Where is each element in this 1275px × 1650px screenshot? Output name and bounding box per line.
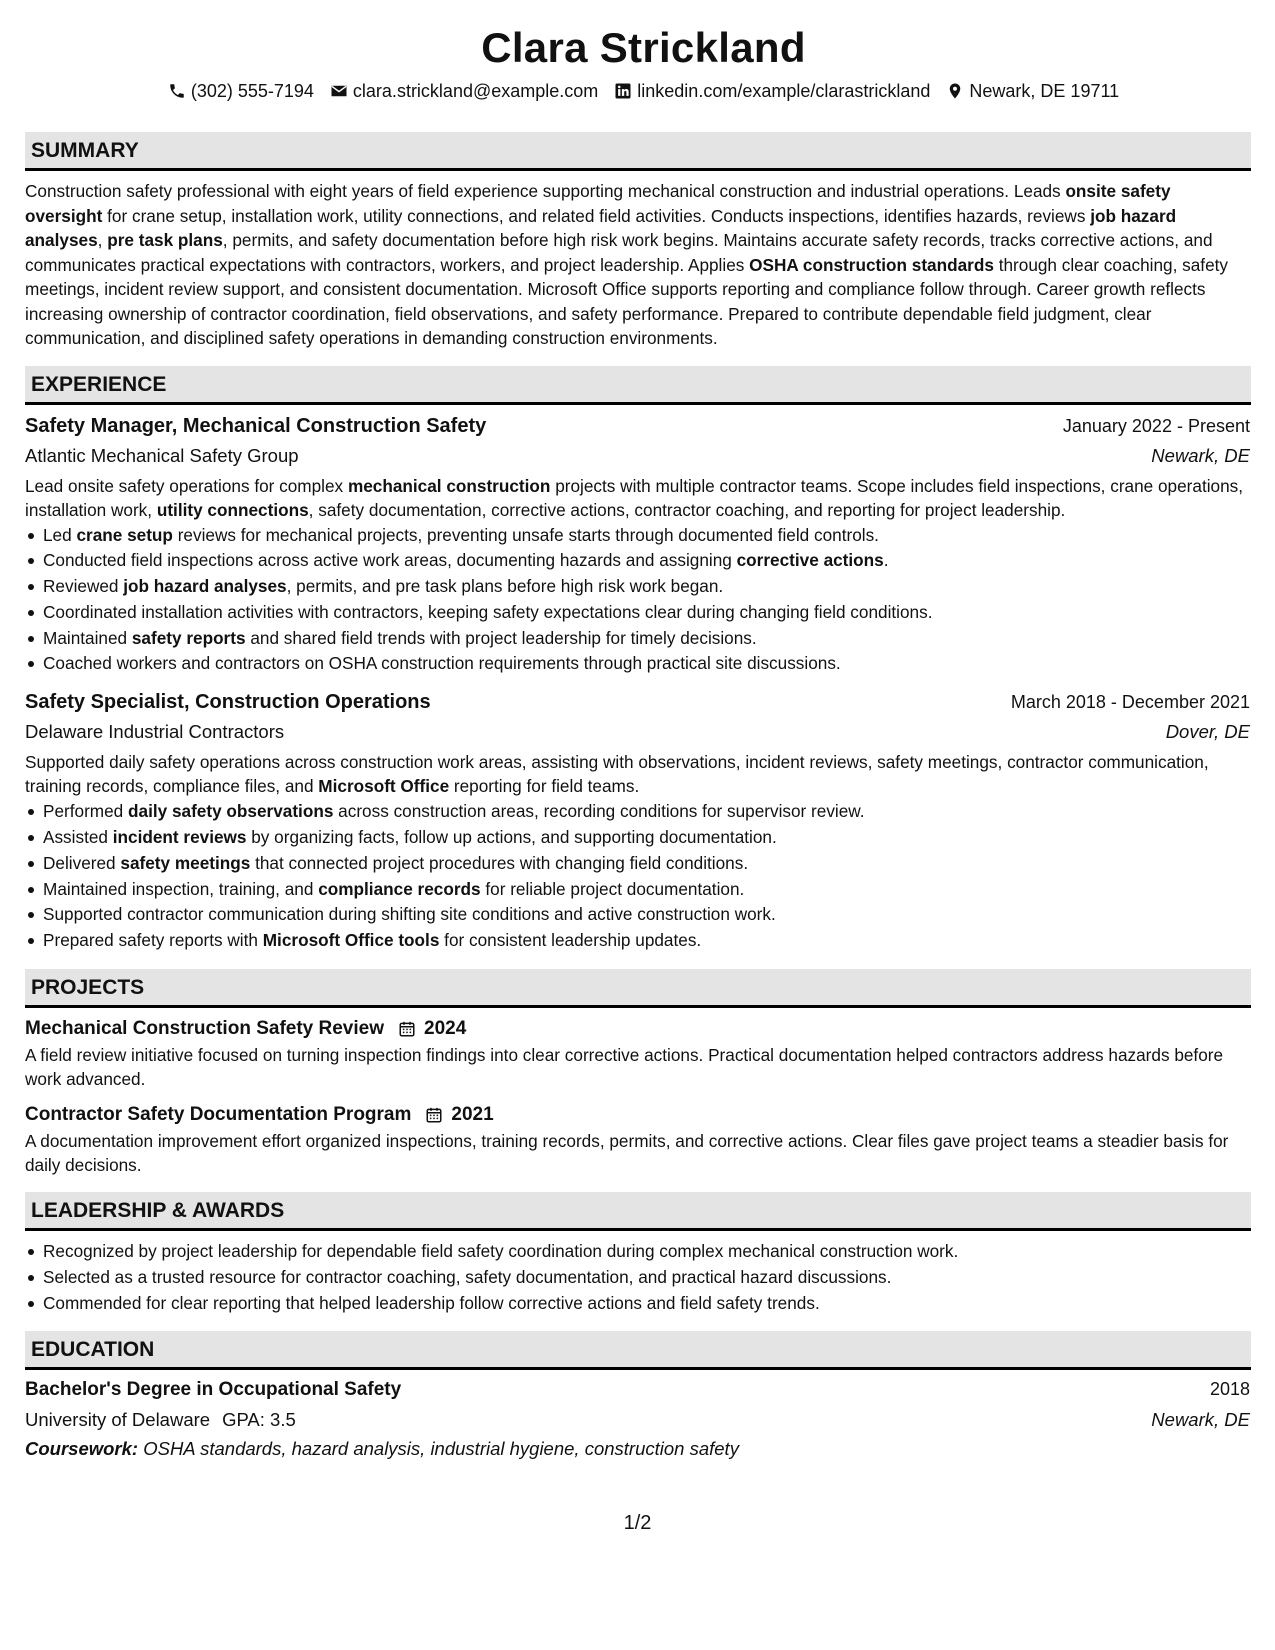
project-description: A field review initiative focused on turning inspection findings into clear corrective actions. Practical documentation helped contractors address hazards before work advanced. [25,1045,1224,1090]
text-run: Coordinated installation activities with contractors, keeping safety expectations clear during changing field conditions. [43,601,933,622]
bold-text: safety reports [131,627,246,648]
map-pin-icon [946,82,964,100]
coursework [25,1435,1250,1463]
text-run: Conducted field inspections across active work areas, documenting hazards and assigning [43,550,737,571]
bold-text: pre task plans [107,230,223,250]
job-description [25,474,1250,522]
text-run: Coached workers and contractors on OSHA construction requirements through practical site discussions. [43,653,841,674]
text-run: Lead onsite safety operations for complex [25,475,348,496]
bold-text: mechanical construction [347,475,551,496]
text-run: for crane setup, installation work, utility connections, and related field activities. Conducts inspections, identifies hazards, reviews [102,205,1091,226]
list-item: Commended for clear reporting that helped leadership follow corrective actions and field safety trends. [25,1291,1250,1317]
bold-text: daily safety observations [128,801,334,822]
text-run: that connected project procedures with changing field conditions. [250,852,749,873]
summary-text [25,179,1250,351]
project-year: 2024 [424,1018,467,1040]
phone-number: (302) 555-7194 [190,81,314,101]
text-run: Maintained inspection, training, and [43,878,319,899]
education-section [25,1331,1250,1463]
company-name: Delaware Industrial Contractors [25,721,285,743]
list-item [25,574,1250,600]
text-run: through clear coaching, safety meetings, incident review support, and consistent documentation. Microsoft Office supports reporting and compliance follow through. Career growth reflects increasing ownership of contractor coordination, field observations, and safety performance. Prepared to contribute dependable field judgment, clear communication, and disciplined safety operations in demanding construction environments. [25,254,1229,348]
text-run: Supported daily safety operations across construction work areas, assisting with observations, incident reviews, safety meetings, contractor communication, training records, compliance files, and [25,752,1209,797]
section-heading: LEADERSHIP & AWARDS [25,1192,1251,1231]
section-heading: PROJECTS [25,969,1251,1008]
linkedin-icon [614,82,632,100]
list-item [25,523,1250,549]
text-run: Prepared safety reports with [43,930,263,951]
contact-bar [37,78,1250,104]
text-run: by organizing facts, follow up actions, and supporting documentation. [246,827,777,848]
school-location: Newark, DE [1151,1409,1250,1431]
list-item [25,825,1250,851]
summary-section [25,132,1250,351]
contact-location [946,78,1119,104]
job-entry [25,687,1250,954]
project-entry [25,1015,1250,1091]
text-run: . [883,550,889,571]
project-title: Mechanical Construction Safety Review [25,1018,384,1040]
coursework-list: OSHA standards, hazard analysis, industrial hygiene, construction safety [138,1438,739,1460]
job-location: Dover, DE [1165,721,1250,743]
list-item [25,799,1250,825]
text-run: reporting for field teams. [449,776,640,797]
section-heading: EDUCATION [25,1331,1251,1370]
linkedin-url[interactable]: linkedin.com/example/clarastrickland [637,81,931,101]
text-run: Supported contractor communication during shifting site conditions and active construction work. [43,904,776,925]
project-title: Contractor Safety Documentation Program [25,1104,412,1126]
section-heading: SUMMARY [25,132,1251,171]
bold-text: job hazard analyses [25,205,1177,250]
location-text: Newark, DE 19711 [969,81,1120,101]
phone-icon [168,82,186,100]
graduation-year: 2018 [1209,1379,1250,1400]
project-year: 2021 [451,1104,494,1126]
gpa: GPA: 3.5 [222,1409,296,1431]
text-run: Delivered [43,852,121,873]
bold-text: job hazard analyses [123,576,287,597]
text-run: for consistent leadership updates. [439,930,702,951]
bold-text: Microsoft Office tools [262,930,440,951]
envelope-icon [330,82,348,100]
text-run: Assisted [43,827,113,848]
projects-section [25,969,1250,1177]
job-entry [25,411,1250,678]
text-run: , safety documentation, corrective actions, contractor coaching, and reporting for project leadership. [308,499,1066,520]
coursework-label: Coursework: [25,1438,139,1460]
company-name: Atlantic Mechanical Safety Group [25,444,299,466]
text-run: Led [43,524,77,545]
list-item: Recognized by project leadership for dependable field safety coordination during complex mechanical construction work. [25,1239,1250,1265]
text-run: Performed [43,801,129,822]
text-run: reviews for mechanical projects, preventing unsafe starts through documented field controls. [172,524,879,545]
contact-email[interactable] [330,78,598,104]
list-item: Selected as a trusted resource for contractor coaching, safety documentation, and practical hazard discussions. [25,1265,1250,1291]
text-run: and shared field trends with project leadership for timely decisions. [245,627,757,648]
resume-page [25,20,1250,1463]
list-item [25,902,1250,928]
contact-linkedin[interactable] [614,78,930,104]
bold-text: crane setup [76,524,173,545]
text-run: Maintained [43,627,132,648]
experience-section [25,366,1250,955]
job-dates: March 2018 - December 2021 [1010,692,1250,713]
bold-text: corrective actions [736,550,884,571]
bold-text: onsite safety oversight [25,181,1171,226]
section-heading: EXPERIENCE [25,366,1251,405]
list-item [25,548,1250,574]
text-run: , permits, and pre task plans before high risk work began. [286,576,724,597]
degree-title: Bachelor's Degree in Occupational Safety [25,1379,402,1401]
job-title: Safety Manager, Mechanical Construction Safety [25,414,487,437]
text-run: , permits, and safety documentation before high risk work begins. Maintains accurate safety records, tracks corrective actions, and communicates practical expectations with contractors, workers, and project leadership. Applies [25,230,1213,275]
email-address[interactable]: clara.strickland@example.com [352,81,599,101]
bold-text: compliance records [318,878,481,899]
school-name: University of Delaware [25,1409,211,1431]
list-item [25,928,1250,954]
text-run: , [97,230,108,250]
list-item [25,626,1250,652]
text-run: Construction safety professional with eight years of field experience supporting mechanical construction and industrial operations. Leads [25,181,1066,201]
page-number: 1/2 [623,1512,652,1534]
leadership-section [25,1192,1250,1316]
project-entry [25,1101,1250,1177]
job-bullets [25,799,1250,954]
bold-text: Microsoft Office [318,776,450,797]
leadership-bullets [25,1239,1250,1316]
text-run: for reliable project documentation. [480,878,745,899]
list-item [25,600,1250,626]
job-location: Newark, DE [1151,444,1250,466]
list-item [25,877,1250,903]
text-run: across construction areas, recording conditions for supervisor review. [333,801,865,822]
job-dates: January 2022 - Present [1062,415,1250,436]
bold-text: OSHA construction standards [749,254,994,275]
text-run: projects with multiple contractor teams. Scope includes field inspections, crane operations, installation work, [25,475,1244,520]
bold-text: safety meetings [120,852,251,873]
list-item [25,651,1250,677]
project-description: A documentation improvement effort organized inspections, training records, permits, and corrective actions. Clear files gave project teams a steadier basis for daily decisions. [25,1131,1229,1176]
bold-text: incident reviews [112,827,247,848]
candidate-name: Clara Strickland [481,24,806,71]
bold-text: utility connections [156,499,309,520]
list-item [25,851,1250,877]
calendar-icon [425,1106,443,1124]
text-run: Reviewed [43,576,124,597]
contact-phone [168,78,314,104]
calendar-icon [398,1020,416,1038]
job-bullets [25,523,1250,678]
job-title: Safety Specialist, Construction Operations [25,691,431,714]
job-description [25,750,1250,798]
